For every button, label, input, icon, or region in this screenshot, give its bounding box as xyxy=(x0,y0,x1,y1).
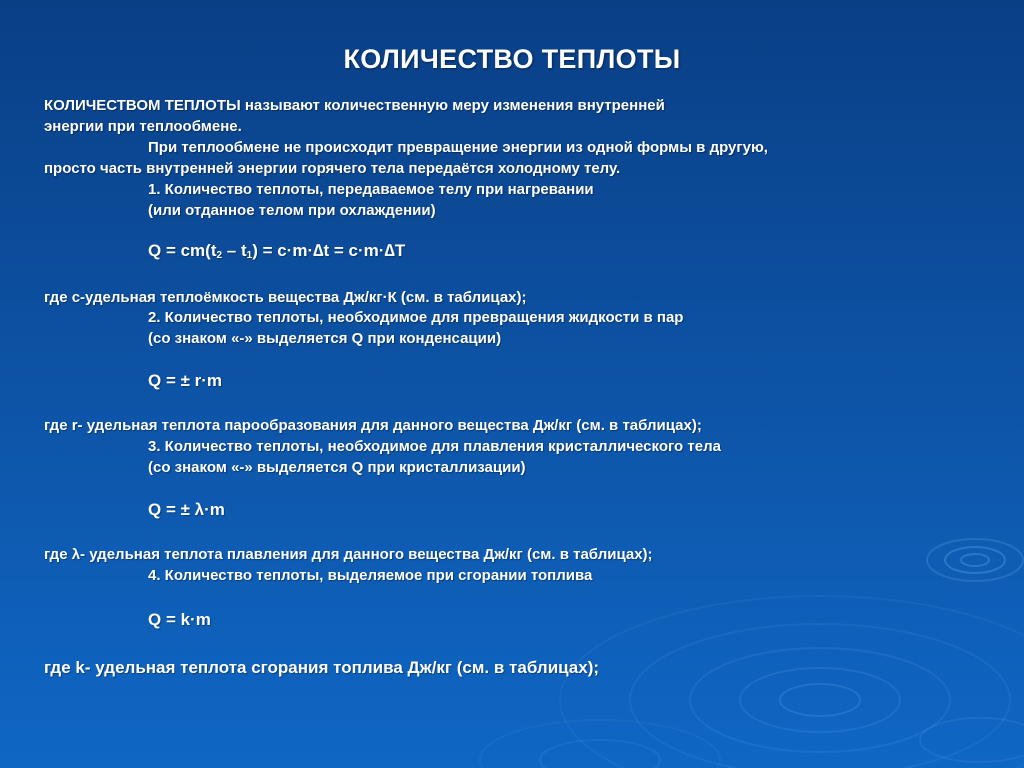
formula-subscript: 1 xyxy=(246,250,253,261)
item-3-line-1: 3. Количество теплоты, необходимое для плавления кристаллического тела xyxy=(148,438,721,455)
definition-line-2: энергии при теплообмене. xyxy=(44,118,242,135)
formula-subscript: 2 xyxy=(216,250,223,261)
item-3-line-2: (со знаком «-» выделяется Q при кристаллизации) xyxy=(148,459,526,476)
item-4-where: где k- удельная теплота сгорания топлива Дж/кг (см. в таблицах); xyxy=(44,658,600,677)
definition-line-1: КОЛИЧЕСТВОМ ТЕПЛОТЫ называют количественную меру изменения внутренней xyxy=(44,97,665,114)
item-2-line-1: 2. Количество теплоты, необходимое для превращения жидкости в пар xyxy=(148,309,684,326)
formula-melting: Q = ± λ·m xyxy=(148,500,225,519)
item-2-where: где r- удельная теплота парообразования для данного вещества Дж/кг (см. в таблицах); xyxy=(44,417,702,434)
intro-line-1: При теплообмене не происходит превращение энергии из одной формы в другую, xyxy=(148,139,768,156)
formula-part: ) = c·m·∆t = c·m·∆T xyxy=(252,241,406,260)
formula-heat-capacity xyxy=(148,240,405,267)
formula-vaporization: Q = ± r·m xyxy=(148,371,223,390)
intro-line-2: просто часть внутренней энергии горячего тела передаётся холодному телу. xyxy=(44,160,621,177)
item-3-where: где λ- удельная теплота плавления для данного вещества Дж/кг (см. в таблицах); xyxy=(44,546,653,563)
formula-combustion: Q = k·m xyxy=(148,610,211,629)
item-1-line-1: 1. Количество теплоты, передаваемое телу при нагревании xyxy=(148,181,594,198)
formula-part: Q = cm(t xyxy=(148,241,217,260)
item-2-line-2: (со знаком «-» выделяется Q при конденсации) xyxy=(148,330,502,347)
item-1-line-2: (или отданное телом при охлаждении) xyxy=(148,202,436,219)
item-4-line-1: 4. Количество теплоты, выделяемое при сгорании топлива xyxy=(148,567,593,584)
formula-part: – t xyxy=(222,241,247,260)
item-1-where: где с-удельная теплоёмкость вещества Дж/кг·К (см. в таблицах); xyxy=(44,289,527,306)
slide-title: КОЛИЧЕСТВО ТЕПЛОТЫ xyxy=(343,44,681,74)
